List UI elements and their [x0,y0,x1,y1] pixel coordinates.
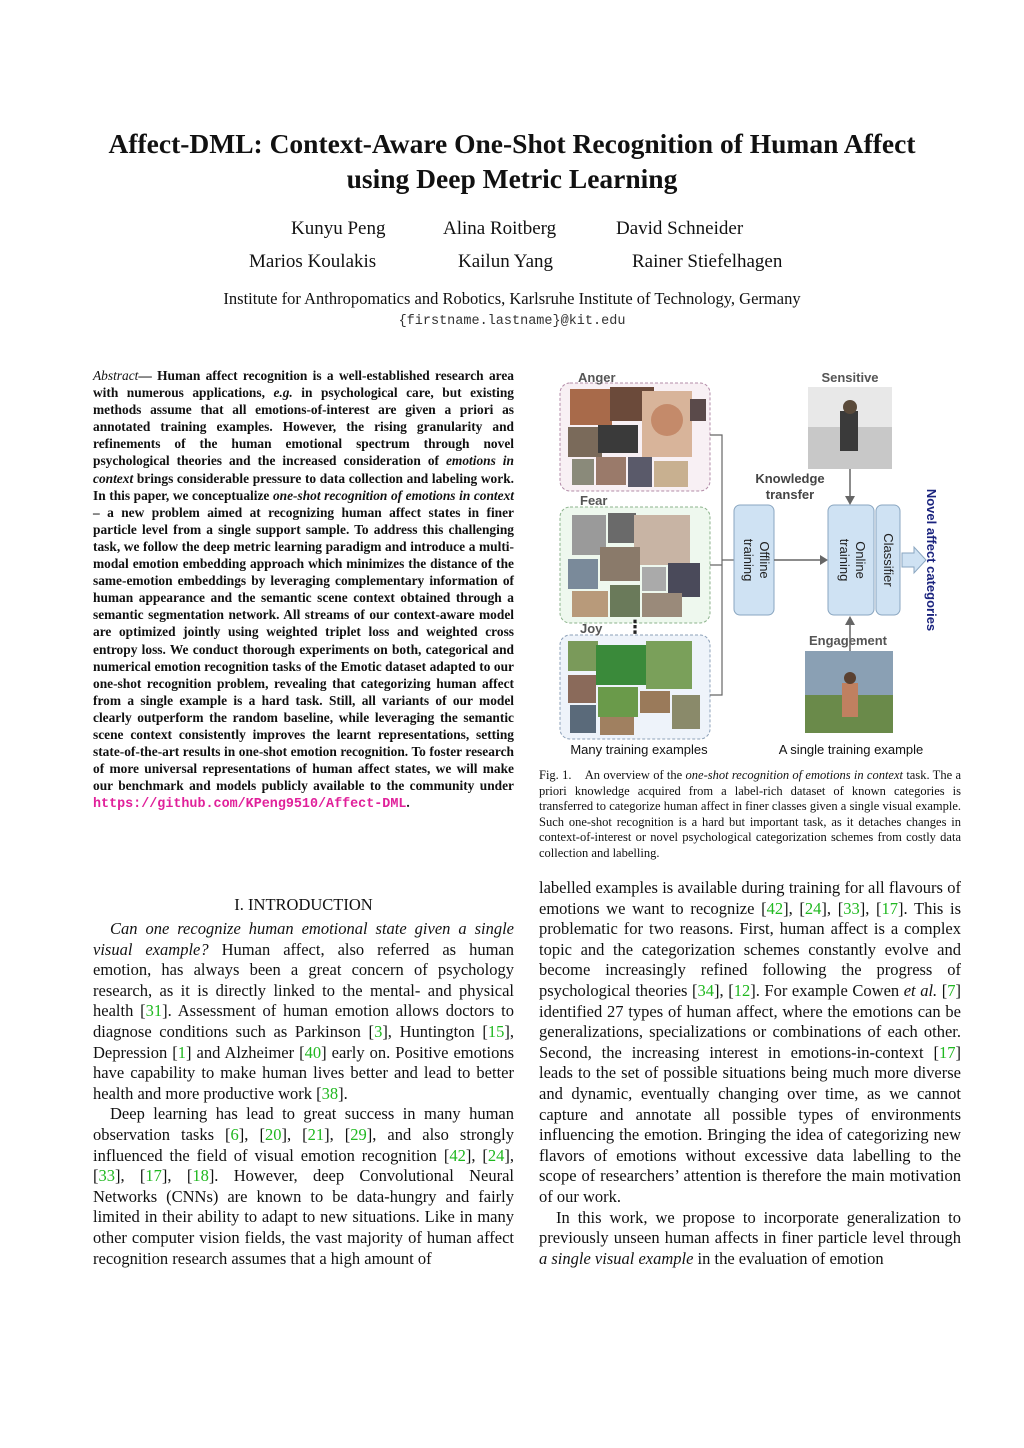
author-name: David Schneider [616,218,744,239]
citation[interactable]: 20 [264,1124,282,1144]
lead-question: Can one recognize human emotional state given a single visual example? [93,919,514,959]
sensitive-photo [808,387,892,469]
citation[interactable]: 18 [192,1166,209,1186]
sensitive-arrowhead [845,496,855,505]
citation[interactable]: 33 [843,898,860,918]
label-joy: Joy [580,621,603,636]
output-arrow [902,547,926,573]
paragraph: In this work, we propose to incorporate generalization to previously unseen human affects in finer particle level through a single visual example in the evaluation of emotion [539,1207,961,1268]
label-single-example: A single training example [778,742,924,757]
knowledge-label-2: transfer [765,487,815,502]
caption-label: Fig. 1. [539,768,572,782]
title-line-2: using Deep Metric Learning [346,163,678,194]
citation[interactable]: 7 [947,980,956,1000]
intro-left-column [93,919,514,1269]
abstract-text: Human affect recognition is a well-established research area with numerous applications, [93,368,514,401]
citation[interactable]: 38 [321,1083,339,1103]
engagement-photo [805,651,893,733]
citation[interactable]: 1 [177,1042,187,1062]
anger-photo-collage [568,387,706,487]
abstract-emph: one-shot recognition of emotions in context [272,487,515,503]
title-line-1: Affect-DML: Context-Aware One-Shot Recognition of Human Affect [108,128,916,159]
knowledge-label-1: Knowledge [755,471,825,486]
citation[interactable]: 42 [449,1145,466,1165]
label-many-examples: Many training examples [570,742,708,757]
citation[interactable]: 17 [881,898,898,918]
author-name: Marios Koulakis [249,251,377,272]
label-fear: Fear [580,493,608,508]
abstract-text: brings considerable pressure to data collection and labeling work. In this paper, we conceptualize [93,470,514,503]
abstract-eg: e.g. [273,385,293,401]
affiliation: Institute for Anthropomatics and Robotics, Karlsruhe Institute of Technology, Germany [223,289,801,308]
author-name: Rainer Stiefelhagen [632,251,783,272]
fear-photo-collage [568,513,700,617]
citation[interactable]: 17 [939,1042,956,1062]
citation[interactable]: 40 [304,1042,322,1062]
citation[interactable]: 34 [697,980,715,1000]
abstract-dash: — [138,368,158,383]
citation[interactable]: 6 [230,1124,239,1144]
offline-label-2: training [741,538,756,582]
abstract [93,367,514,813]
citation[interactable]: 15 [487,1021,505,1041]
abstract-emph: emotions in context [93,453,514,486]
transfer-arrowhead [820,555,828,565]
github-link[interactable]: https://github.com/KPeng9510/Affect-DML [93,797,407,813]
citation[interactable]: 29 [350,1124,367,1144]
citation[interactable]: 33 [98,1166,115,1186]
author-name: Alina Roitberg [443,218,557,239]
figure-caption: Fig. 1. An overview of the one-shot recognition of emotions in context task. The a priori knowledge acquired from a label-rich dataset of known categories is transferred to categorize human affect in finer classes given a single visual example. Such one-shot recognition is a hard but important task, as it detaches changes in context-of-interest or novel psychological categorization schemes from costly data collection and labelling. [539,768,961,860]
paragraph: Deep learning has lead to great success in many human observation tasks [6], [20], [21], [29], and also strongly influenced the field of visual emotion recognition [42], [24], [33], [17], [18]. However, deep Convolutional Neural Networks (CNNs) are known to be data-hungry and fairly limited in their ability to adapt to new situations. Like in many other computer vision fields, the vast majority of human affect recognition research assumes that a high amount of [93,1104,514,1268]
email: {firstname.lastname}@kit.edu [398,314,626,329]
citation[interactable]: 12 [733,980,751,1000]
label-engagement: Engagement [808,633,888,648]
author-name: Kailun Yang [458,251,554,272]
joy-photo-collage [568,641,700,735]
label-sensitive: Sensitive [821,370,879,385]
citation[interactable]: 17 [145,1166,162,1186]
paragraph: Can one recognize human emotional state given a single visual example? Human affect, also referred as human emotion, has always been a great concern of psychology research, as it is directly linked to the mental- and physical health [31]. Assessment of human emotion allows doctors to diagnose conditions such as Parkinson [3], Huntington [15], Depression [1] and Alzheimer [40] early on. Positive emotions have capability to make human lives better and lead to better health and more productive work [38]. [93,919,515,1103]
paragraph: labelled examples is available during training for all flavours of emotions we want to recognize [42], [24], [33], [17]. This is problematic for two reasons. First, human affect is a complex topic and the categorization schemes constantly evolve and become increasingly refined following the progress of psychological theories [34], [12]. For example Cowen et al. [7] identified 27 types of human affect, where the emotions can be generalizations, specializations or combinations of each other. Second, the increasing interest in emotions-in-context [17] leads to the set of possible situations being much more diverse and dynamic, eventually changing over time, as we cannot capture and annotate all possible types of environments influencing the emotion. Bringing the idea of categorizing new flavors of emotions without excessive data labelling to the scope of researchers’ attention is therefore the main motivation of our work. [539,878,961,1206]
section-heading: I. INTRODUCTION [234,895,373,914]
citation[interactable]: 21 [307,1124,325,1144]
abstract-label: Abstract [93,368,139,383]
citation[interactable]: 24 [804,898,822,918]
paper-title [0,126,1024,196]
offline-label-1: Offline [757,541,772,579]
figure-1 [550,365,970,760]
abstract-end: . [406,795,410,811]
classifier-label: Classifier [881,533,896,587]
citation[interactable]: 31 [145,1001,163,1021]
online-label-1: Online [853,541,868,579]
connector-bracket [710,435,734,695]
novel-categories-label: Novel affect categories [924,488,939,632]
intro-right-column [539,878,961,1269]
online-label-2: training [837,538,852,582]
author-name: Kunyu Peng [291,218,386,239]
abstract-text: – a new problem aimed at recognizing human affect states in finer particle level from a single support sample. To address this challenging task, we follow the deep metric learning paradigm and introduce a multi-modal emotion embedding approach which minimizes the distance of the same-emotion embeddings by leveraging complementary information of human appearance and the semantic scene context obtained through a semantic segmentation network. All streams of our context-aware model are optimized jointly using weighted triplet loss and weighted cross entropy loss. We conduct thorough experiments on both, categorical and numerical emotion recognition tasks of the Emotic dataset adapted to our one-shot recognition problem, revealing that categorizing human affect from a single example is a hard task. Still, all variants of our model clearly outperform the random baseline, while leveraging the semantic scene context consistently improves the learnt representations, setting state-of-the-art results in one-shot emotion recognition. To foster research of more universal representations of human affect states, we will make our benchmark and models publicly available to the community under [93,504,514,794]
citation[interactable]: 42 [766,898,784,918]
citation[interactable]: 24 [487,1145,505,1165]
label-anger: Anger [578,370,616,385]
engagement-arrowhead [845,616,855,625]
citation[interactable]: 3 [374,1021,383,1041]
abstract-text: in psychological care, but existing methods assume that all emotions-of-interest are given a priori as annotated training examples. However, the rising granularity and refinements of the human emotional spectrum through novel psychological theories and the increased consideration of [93,385,515,469]
ellipsis-dots: ⋮ [626,617,644,637]
